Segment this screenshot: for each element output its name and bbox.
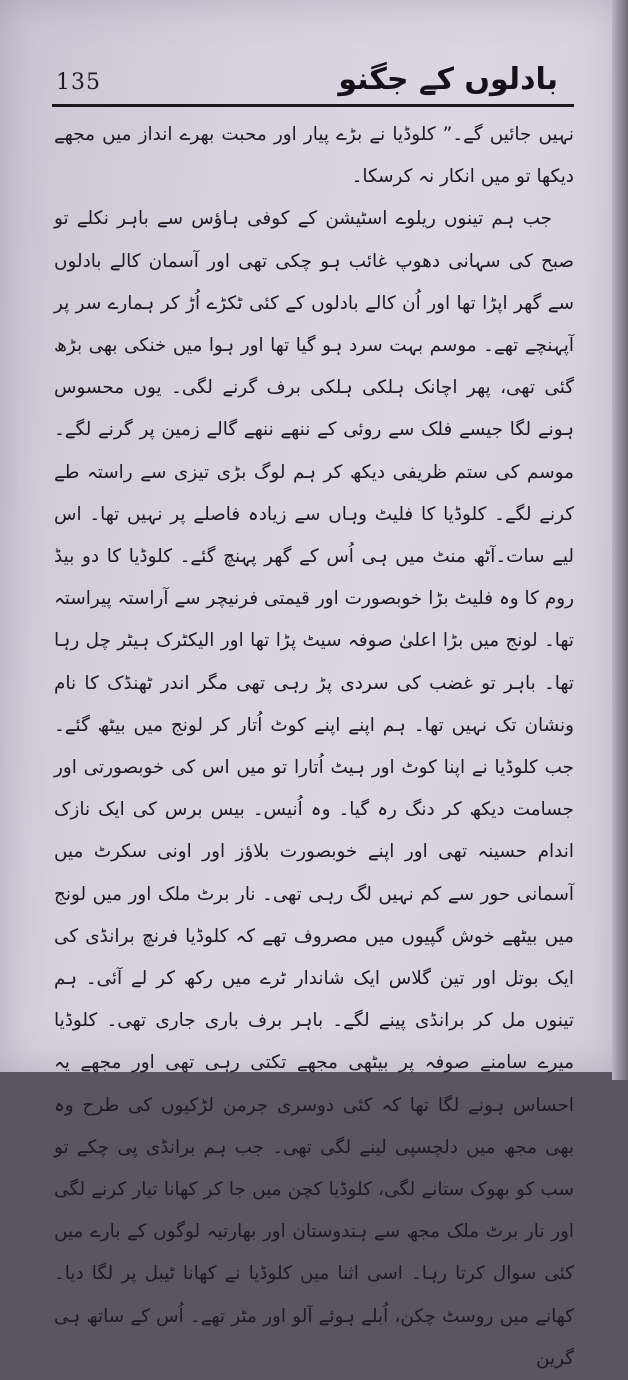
paragraph-main: جب ہم تینوں ریلوے اسٹیشن کے کوفی ہاؤس سے باہر نکلے تو صبح کی سہانی دھوپ غائب ہو چکی تھی اور آسمان کالے بادلوں سے گھر اپڑا تھا اور اُن کالے بادلوں کے کئی ٹکڑے اُڑ کر ہمارے سر پر آپہنچے تھے۔ موسم بہت سرد ہو گیا تھا اور ہوا میں خنکی بھی بڑھ گئی تھی، پھر اچانک ہلکی ہلکی برف گرنے لگی۔ یوں محسوس ہونے لگا جیسے فلک سے روئی کے ننھے ننھے گالے زمین پر گرنے لگے۔ موسم کی ستم ظریفی دیکھ کر ہم لوگ بڑی تیزی سے راستہ طے کرنے لگے۔ کلوڈیا کا فلیٹ وہاں سے زیادہ فاصلے پر نہیں تھا۔ اس لیے سات۔آٹھ منٹ میں ہی اُس کے گھر پہنچ گئے۔ کلوڈیا کا دو بیڈ روم کا وہ فلیٹ بڑا خوبصورت اور قیمتی فرنیچر سے آراستہ پیراستہ تھا۔ لونج میں بڑا اعلیٰ صوفہ سیٹ پڑا تھا اور الیکٹرک ہیٹر چل رہا تھا۔ باہر تو غضب کی سردی پڑ رہی تھی مگر اندر ٹھنڈک کا نام ونشان تک نہیں تھا۔ ہم اپنے اپنے کوٹ اُتار کر لونج میں بیٹھ گئے۔ جب کلوڈیا نے اپنا کوٹ اور ہیٹ اُتارا تو میں اس کی خوبصورتی اور جسامت دیکھ کر دنگ رہ گیا۔ وہ اُنیس۔ بیس برس کی ایک نازک اندام حسینہ تھی اور اپنے خوبصورت بلاؤز اور اونی سکرٹ میں آسمانی حور سے کم نہیں لگ رہی تھی۔ نار برٹ ملک اور میں لونج میں بیٹھے خوش گپیوں میں مصروف تھے کہ کلوڈیا فرنچ برانڈی کی ایک بوتل اور تین گلاس ایک شاندار ٹرے میں رکھ کر لے آئی۔ ہم تینوں مل کر برانڈی پینے لگے۔ باہر برف باری جاری تھی۔ کلوڈیا میرے سامنے صوفہ پر بیٹھی مجھے تکتی رہی تھی اور مجھے یہ احساس ہونے لگا تھا کہ کئی دوسری جرمن لڑکیوں کی طرح وہ بھی مجھ میں دلچسپی لینے لگی تھی۔ جب ہم برانڈی پی چکے تو سب کو بھوک ستانے لگی، کلوڈیا کچن میں جا کر کھانا تیار کرنے لگی اور نار برٹ ملک مجھ سے ہندوستان اور بھارتیہ لوگوں کے بارے میں کئی سوال کرتا رہا۔ اسی اثنا میں کلوڈیا نے کھانا ٹیبل پر لگا دیا۔ کھانے میں روسٹ چکن، اُبلے ہوئے آلو اور مٹر تھے۔ اُس کے ساتھ ہی گرین [54,208,574,1369]
paragraph-continuation: نہیں جائیں گے۔” کلوڈیا نے بڑے پیار اور محبت بھرے انداز میں مجھے دیکھا تو میں انکار نہ کرسکا۔ [54,124,574,188]
page-edge [612,0,628,1080]
body-text [54,114,574,1380]
running-title: بادلوں کے جگنو [338,62,558,97]
page-number: 135 [56,70,101,95]
header-rule [52,104,574,107]
